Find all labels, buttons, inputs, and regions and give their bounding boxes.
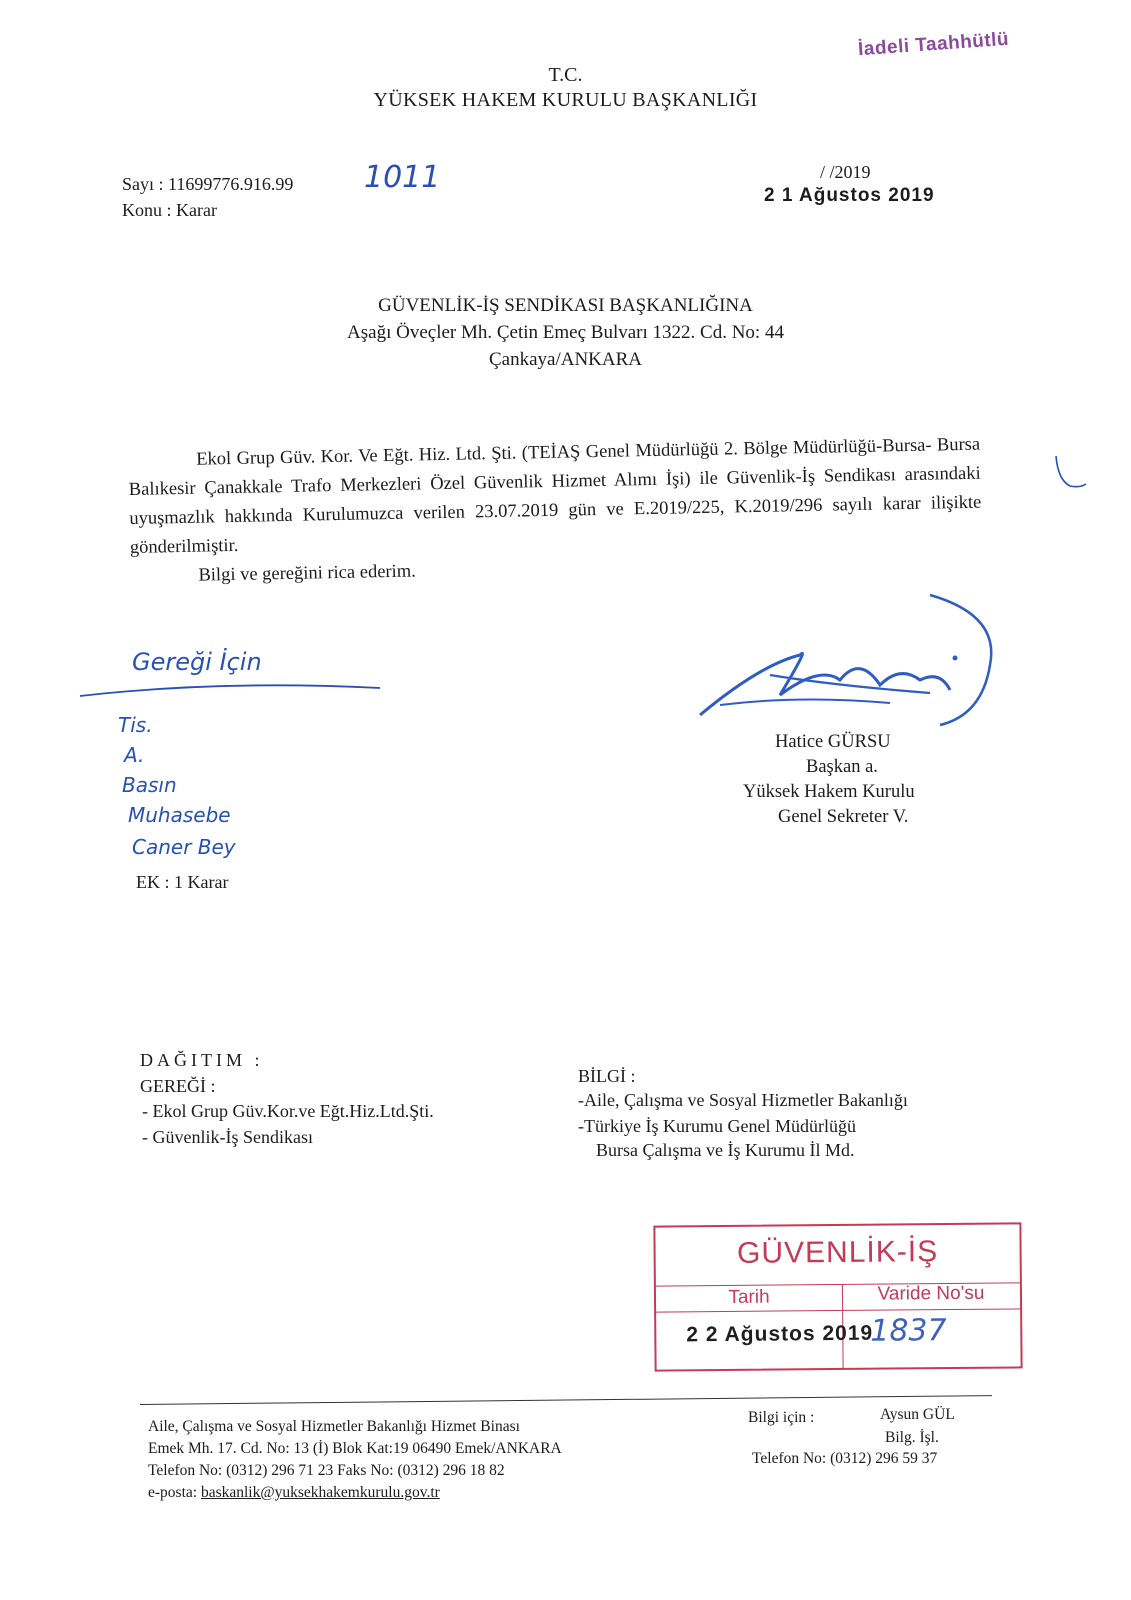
hw-note-4: Muhasebe <box>128 803 231 827</box>
footer-info-label: Bilgi için : <box>748 1409 815 1426</box>
signatory-name: Hatice GÜRSU <box>775 732 891 752</box>
document-subject: Konu : Karar <box>122 200 217 220</box>
body-paragraph-2: Bilgi ve gereğini rica ederim. <box>198 561 416 586</box>
signatory-title-2: Yüksek Hakem Kurulu <box>743 782 915 802</box>
footer-address-2: Emek Mh. 17. Cd. No: 13 (İ) Blok Kat:19 06490 Emek/ANKARA <box>148 1440 562 1457</box>
distribution-info-item: Bursa Çalışma ve İş Kurumu İl Md. <box>596 1140 855 1160</box>
recipient-address-1: Aşağı Öveçler Mh. Çetin Emeç Bulvarı 1322. Cd. No: 44 <box>347 322 784 343</box>
footer-info-title: Bilg. İşl. <box>885 1429 939 1446</box>
handwritten-routing-notes <box>70 640 400 880</box>
document-number: Sayı : 11699776.916.99 <box>122 174 294 194</box>
header-tc: T.C. <box>548 64 583 86</box>
distribution-info-item: -Türkiye İş Kurumu Genel Müdürlüğü <box>578 1116 856 1136</box>
hw-note-3: Basın <box>122 773 177 797</box>
footer-phone: Telefon No: (0312) 296 71 23 Faks No: (0312) 296 18 82 <box>148 1462 505 1479</box>
stamp-title: GÜVENLİK-İŞ <box>736 1235 939 1270</box>
body-paragraph-1: Ekol Grup Güv. Kor. Ve Eğt. Hiz. Ltd. Şti. (TEİAŞ Genel Müdürlüğü 2. Bölge Müdürlüğü-Bursa- Bursa Balıkesir Çanakkale Trafo Merkezleri Özel Güvenlik Hizmet Alımı İşi) ile Güvenlik-İş Sendikası arasındaki uyuşmazlık hakkında Kurulumuzca verilen 23.07.2019 gün ve E.2019/225, K.2019/296 sayılı karar ilişikte gönderilmiştir. <box>128 434 982 558</box>
hw-note-5: Caner Bey <box>132 835 236 859</box>
footer-info-name: Aysun GÜL <box>880 1406 955 1423</box>
distribution-action-item: - Güvenlik-İş Sendikası <box>142 1127 313 1147</box>
stamp-number-label: Varide No'su <box>877 1282 985 1305</box>
recipient-address-2: Çankaya/ANKARA <box>488 349 643 370</box>
footer-info-phone: Telefon No: (0312) 296 59 37 <box>752 1450 938 1467</box>
footer-divider <box>140 1395 992 1405</box>
footer-email-link[interactable]: baskanlik@yuksekhakemkurulu.gov.tr <box>200 1484 440 1501</box>
hw-note-2: A. <box>124 743 145 767</box>
header-organization: YÜKSEK HAKEM KURULU BAŞKANLIĞI <box>373 89 758 111</box>
stamp-date-label: Tarih <box>728 1286 770 1308</box>
hw-note-1: Tis. <box>118 713 153 737</box>
letter-body <box>128 431 983 592</box>
date-stamp: 2 1 Ağustos 2019 <box>764 185 935 206</box>
signature-scribble <box>690 585 1010 735</box>
distribution-info-item: -Aile, Çalışma ve Sosyal Hizmetler Bakanlığı <box>578 1090 908 1110</box>
footer-email-row <box>148 1484 440 1502</box>
margin-mark <box>1050 450 1090 495</box>
distribution-action-item: - Ekol Grup Güv.Kor.ve Eğt.Hiz.Ltd.Şti. <box>142 1101 434 1121</box>
document-number-handwritten: 1011 <box>364 160 441 195</box>
distribution-action-title: GEREĞİ : <box>140 1076 216 1096</box>
signatory-title-3: Genel Sekreter V. <box>778 807 909 827</box>
footer-address-1: Aile, Çalışma ve Sosyal Hizmetler Bakanlığı Hizmet Binası <box>148 1418 520 1435</box>
signatory-title-1: Başkan a. <box>806 757 878 777</box>
distribution-title: DAĞITIM : <box>140 1050 264 1070</box>
date-line: / /2019 <box>820 162 871 182</box>
hw-underline <box>80 685 380 696</box>
attachment-note: EK : 1 Karar <box>136 872 229 892</box>
footer-email-label: e-posta: <box>148 1484 201 1501</box>
stamp-number: 1837 <box>870 1313 947 1349</box>
recipient-name: GÜVENLİK-İŞ SENDİKASI BAŞKANLIĞINA <box>378 295 753 316</box>
distribution-info-title: BİLGİ : <box>578 1066 636 1086</box>
hw-note-0: Gereği İçin <box>132 648 262 676</box>
registered-mail-stamp: İadeli Taahhütlü <box>857 28 1010 61</box>
stamp-date: 2 2 Ağustos 2019 <box>686 1321 874 1347</box>
received-stamp <box>653 1222 1022 1371</box>
